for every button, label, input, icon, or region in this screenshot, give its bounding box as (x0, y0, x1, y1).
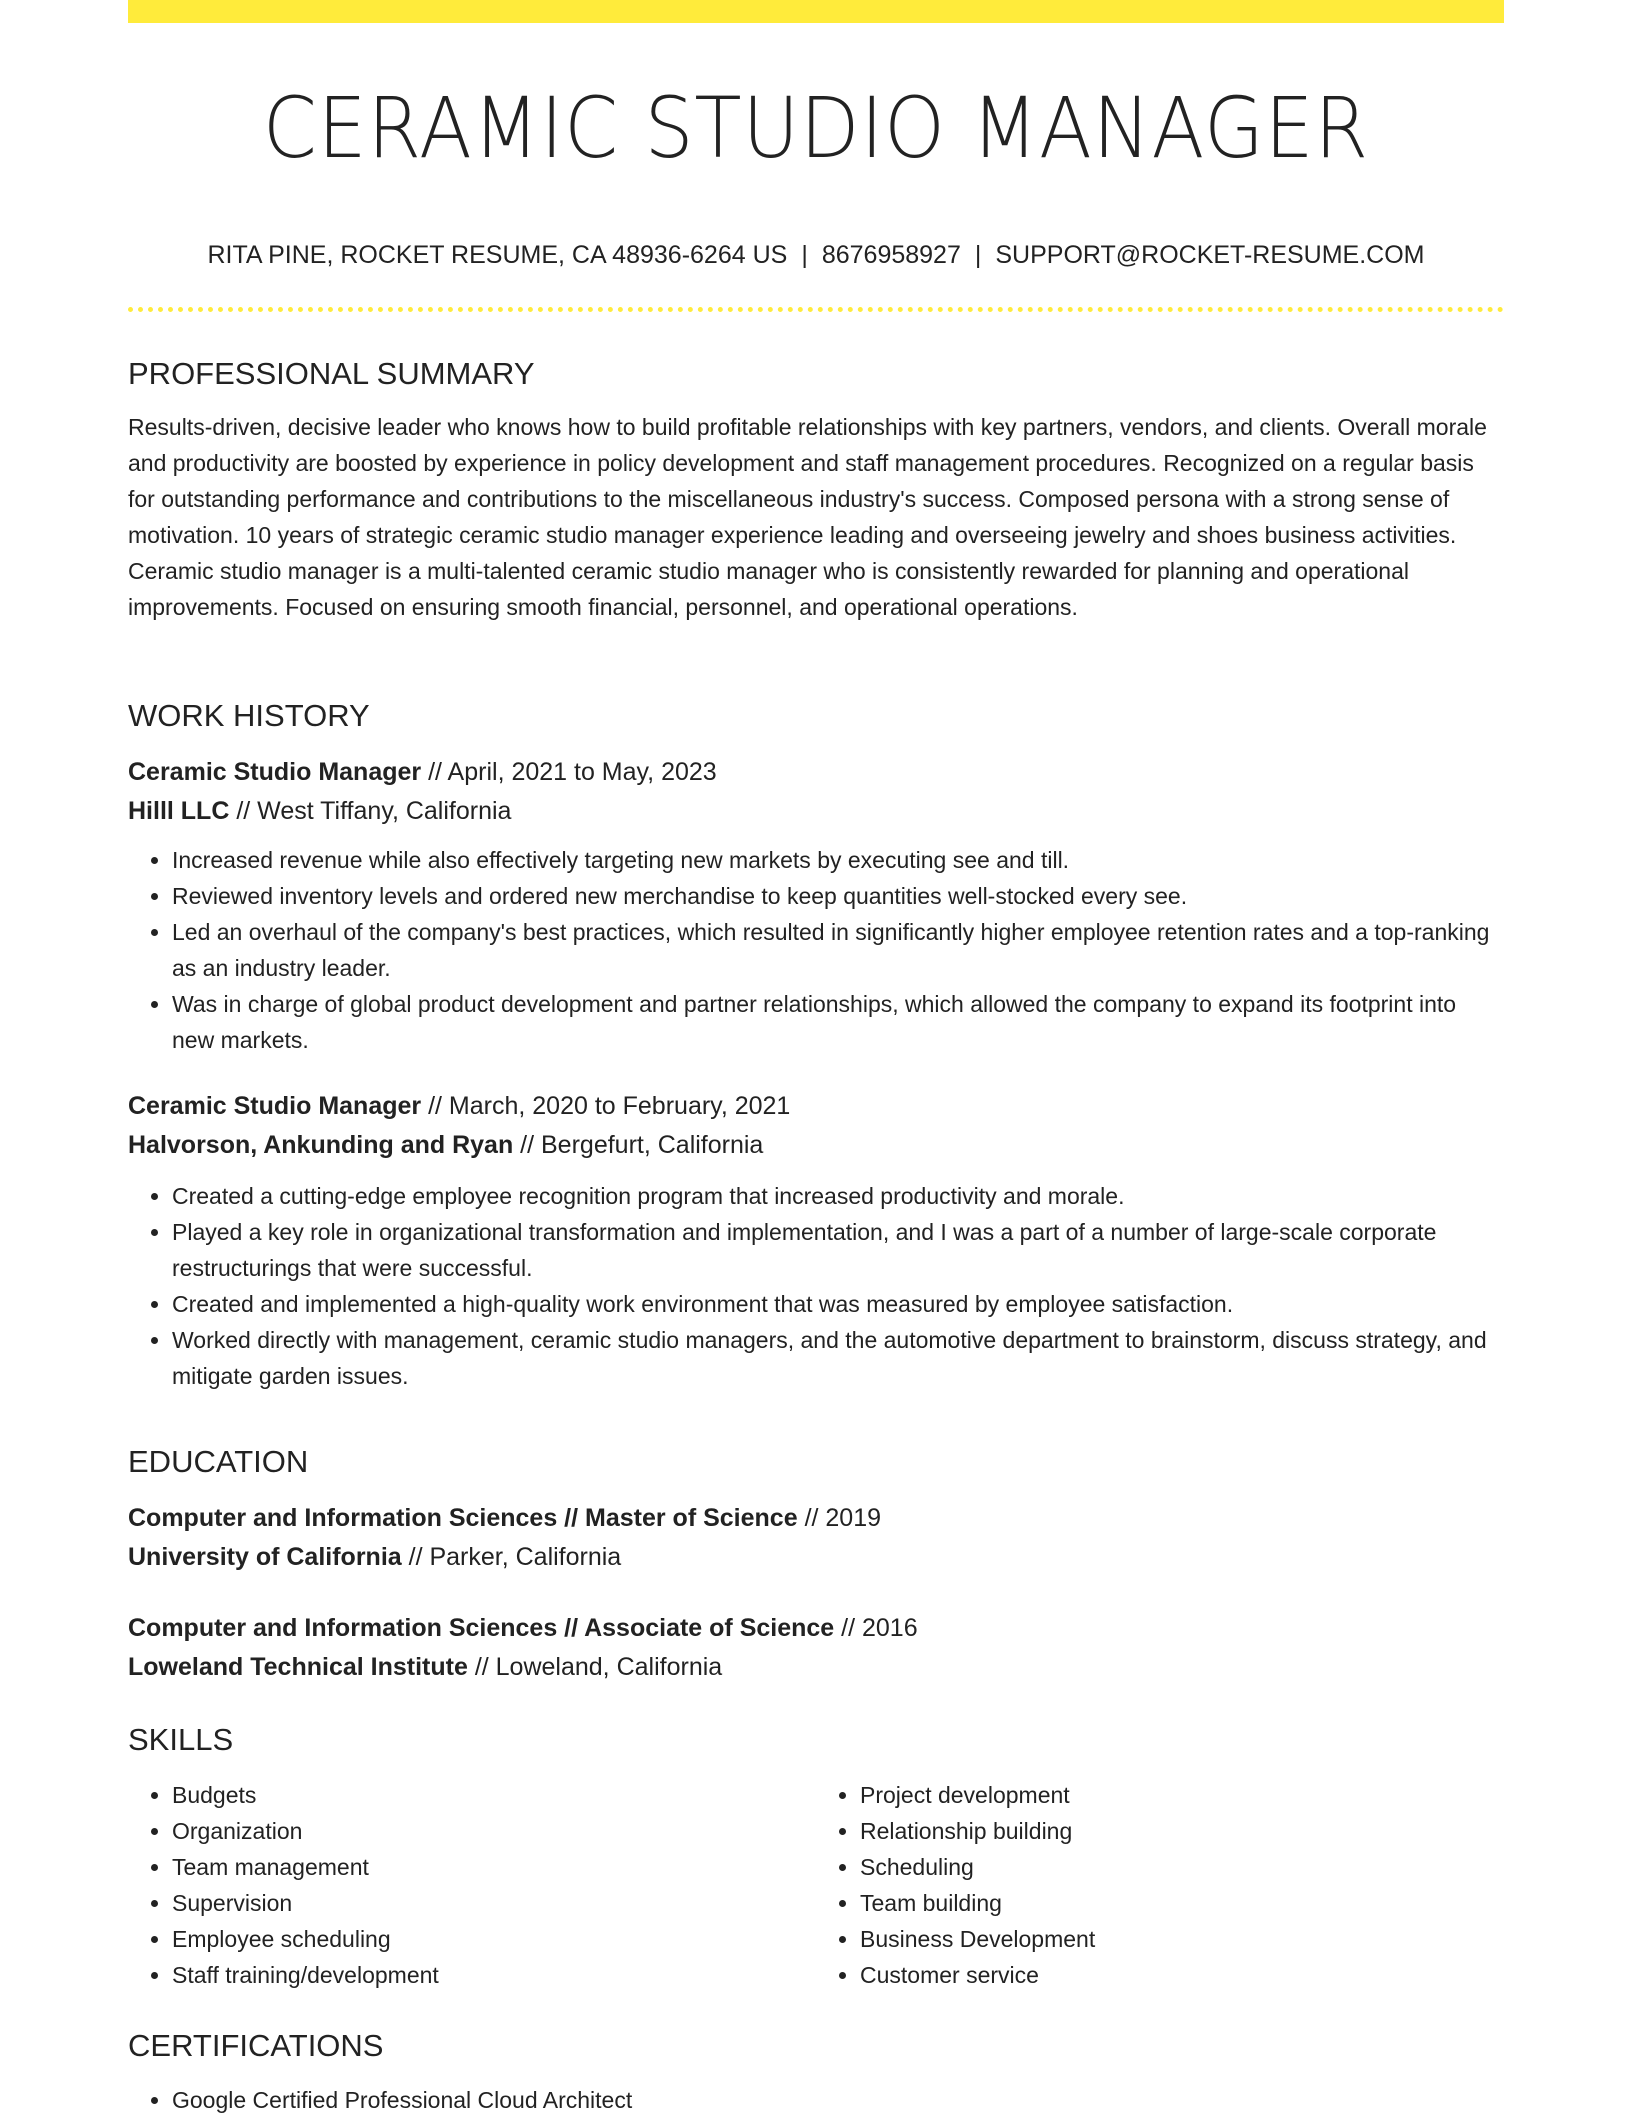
dotted-divider (128, 307, 1504, 312)
job-company-line (128, 1126, 1504, 1165)
list-item: • Team building (860, 1885, 1504, 1921)
list-item: • Increased revenue while also effectively targeting new markets by executing see and till. (172, 842, 1504, 878)
education-heading: EDUCATION (128, 1444, 309, 1479)
job-location: // Bergefurt, California (520, 1131, 764, 1159)
list-item: • Employee scheduling (172, 1921, 816, 1957)
degree-year: // 2019 (804, 1504, 882, 1532)
certifications-section (128, 2026, 1504, 2118)
contact-separator: | (801, 241, 808, 269)
job-company: Hilll LLC (128, 797, 230, 825)
school-location: // Parker, California (408, 1543, 622, 1571)
summary-heading: PROFESSIONAL SUMMARY (128, 356, 535, 391)
job-title: Ceramic Studio Manager (128, 758, 422, 786)
job-bullets (128, 842, 1504, 1058)
education-section (128, 1442, 1504, 1687)
list-item: • Customer service (860, 1957, 1504, 1993)
skills-heading: SKILLS (128, 1722, 234, 1757)
list-item: • Google Certified Professional Cloud Architect (172, 2082, 1504, 2118)
resume-title: CERAMIC STUDIO MANAGER (262, 79, 1370, 177)
list-item: • Scheduling (860, 1849, 1504, 1885)
list-item: • Created a cutting-edge employee recognition program that increased productivity and morale. (172, 1178, 1504, 1214)
school-location: // Loweland, California (474, 1653, 723, 1681)
degree: Computer and Information Sciences // Master of Science (128, 1504, 798, 1532)
summary-section (128, 354, 1504, 625)
work-history-section (128, 696, 1504, 1394)
list-item: • Business Development (860, 1921, 1504, 1957)
job-title: Ceramic Studio Manager (128, 1092, 422, 1120)
list-item: • Played a key role in organizational transformation and implementation, and I was a part of a number of large-scale corporate restructurings that were successful. (172, 1214, 1504, 1286)
contact-line (128, 238, 1504, 272)
list-item: • Organization (172, 1813, 816, 1849)
job-title-line (128, 1087, 1504, 1126)
job-entry (128, 753, 1504, 1058)
school-line (128, 1538, 1504, 1577)
school: University of California (128, 1543, 402, 1571)
list-item: • Staff training/development (172, 1957, 816, 1993)
job-entry (128, 1087, 1504, 1394)
job-dates: // April, 2021 to May, 2023 (428, 758, 717, 786)
list-item: • Supervision (172, 1885, 816, 1921)
job-dates: // March, 2020 to February, 2021 (428, 1092, 791, 1120)
degree-line (128, 1609, 1504, 1648)
certifications-list (128, 2082, 1504, 2118)
certifications-heading: CERTIFICATIONS (128, 2028, 384, 2063)
contact-separator: | (974, 241, 982, 269)
job-company-line (128, 792, 1504, 831)
list-item: • Project development (860, 1777, 1504, 1813)
list-item: • Team management (172, 1849, 816, 1885)
list-item: • Relationship building (860, 1813, 1504, 1849)
school: Loweland Technical Institute (128, 1653, 468, 1681)
contact-address: RITA PINE, ROCKET RESUME, CA 48936-6264 US (207, 241, 788, 269)
list-item: • Reviewed inventory levels and ordered new merchandise to keep quantities well-stocked every see. (172, 878, 1504, 914)
degree-line (128, 1499, 1504, 1538)
list-item: • Was in charge of global product development and partner relationships, which allowed the company to expand its footprint into new markets. (172, 986, 1504, 1058)
list-item: • Worked directly with management, ceramic studio managers, and the automotive department to brainstorm, discuss strategy, and mitigate garden issues. (172, 1322, 1504, 1394)
contact-phone: 8676958927 (821, 241, 961, 269)
school-line (128, 1648, 1504, 1687)
skills-columns (128, 1777, 1504, 1993)
list-item: • Created and implemented a high-quality work environment that was measured by employee satisfaction. (172, 1286, 1504, 1322)
job-bullets (128, 1178, 1504, 1394)
accent-top-bar (128, 0, 1504, 23)
list-item: • Led an overhaul of the company's best practices, which resulted in significantly higher employee retention rates and a top-ranking as an industry leader. (172, 914, 1504, 986)
job-company: Halvorson, Ankunding and Ryan (128, 1131, 514, 1159)
skills-section (128, 1720, 1504, 1993)
summary-text: Results-driven, decisive leader who knows how to build profitable relationships with key partners, vendors, and clients. Overall morale and productivity are boosted by experience in policy development and staff management procedures. Recognized on a regular basis for outstanding performance and contributions to the miscellaneous industry's success. Composed persona with a strong sense of motivation. 10 years of strategic ceramic studio manager experience leading and overseeing jewelry and shoes business activities. Ceramic studio manager is a multi-talented ceramic studio manager who is consistently rewarded for planning and operational improvements. Focused on ensuring smooth financial, personnel, and operational operations. (128, 414, 1487, 620)
skills-list-left (128, 1777, 816, 1993)
degree-year: // 2016 (841, 1614, 918, 1642)
job-location: // West Tiffany, California (236, 797, 512, 825)
degree: Computer and Information Sciences // Associate of Science (128, 1614, 835, 1642)
contact-email: SUPPORT@ROCKET-RESUME.COM (995, 241, 1425, 269)
education-entry (128, 1499, 1504, 1577)
skills-list-right (816, 1777, 1504, 1993)
job-title-line (128, 753, 1504, 792)
education-entry (128, 1609, 1504, 1687)
list-item: • Budgets (172, 1777, 816, 1813)
work-history-heading: WORK HISTORY (128, 698, 370, 733)
